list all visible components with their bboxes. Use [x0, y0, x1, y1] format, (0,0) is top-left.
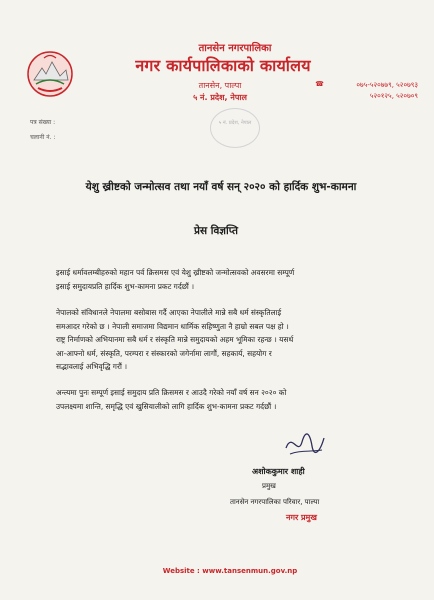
phone-line-1: ०७५-५२०७७९, ५२०७९३ [356, 81, 418, 89]
paragraph-line: सद्भावलाई अभिवृद्धि गरौं । [56, 362, 128, 371]
mayor-stamp-text: नगर प्रमुख [286, 513, 317, 522]
paragraph-1 [56, 266, 386, 293]
signer-name: अशोककुमार शाही [252, 467, 305, 476]
paragraph-line: आ-आफ्नो धर्म, संस्कृति, परम्परा र संस्कारको जगेर्नामा लागौं, सहकार्य, सहयोग र [56, 348, 272, 358]
footer-website: Website : www.tansenmun.gov.np [162, 567, 298, 575]
paragraph-line: राष्ट्र निर्माणको अभियानमा सबै धर्म र संस्कृति मान्ने समुदायको अहम भूमिका रहन्छ । यसर्थ [56, 335, 294, 344]
address-line-2: ५ नं. प्रदेश, नेपाल [193, 93, 247, 102]
paragraph-line: इसाई समुदायप्रति हार्दिक शुभ-कामना प्रकट गर्दछौं । [56, 281, 194, 291]
signer-role: प्रमुख [262, 482, 276, 490]
address-line-1: तानसेन, पाल्पा [198, 81, 242, 90]
phone-numbers [298, 80, 418, 102]
notice-subtitle: प्रेस विज्ञप्ति [194, 225, 238, 237]
paragraph-line: इसाई धर्मावलम्बीहरुको महान पर्व क्रिसमस एवं येशु ख्रीष्टको जन्मोत्सवको अवसरमा सम्पूर्ण [56, 268, 295, 277]
patra-number-label: पत्र संख्या : [30, 119, 56, 126]
office-main-name: नगर कार्यपालिकाको कार्यालय [135, 56, 311, 75]
paragraph-3 [56, 386, 386, 413]
paragraph-line: उपलक्ष्यमा शान्ति, समृद्धि एवं खुसियालीको लागि हार्दिक शुभ-कामना प्रकट गर्दछौं । [56, 401, 277, 411]
paragraph-line: समआदर गरेको छ । नेपाली समाजमा विद्यमान धार्मिक सहिष्णुता नै हाम्रो सबल पक्ष हो । [56, 321, 289, 331]
handwritten-signature [282, 428, 328, 460]
municipality-family: तानसेन नगरपालिका परिवार, पाल्पा [230, 498, 320, 506]
nepal-emblem-icon [26, 50, 74, 98]
stamp-text: ५ नं. प्रदेश, नेपाल [218, 120, 252, 126]
phone-icon: ☎ [315, 80, 324, 88]
chalani-number-label: चलानी नं. : [30, 134, 56, 141]
office-top-name: तानसेन नगरपालिका [198, 43, 272, 54]
notice-title: येशु ख्रीष्टको जन्मोत्सव तथा नयाँ वर्ष सन् २०२० को हार्दिक शुभ-कामना [85, 181, 357, 193]
paragraph-line: नेपालको संविधानले नेपालमा बसोबास गर्दै आएका नेपालीले मान्ने सबै धर्म संस्कृतिलाई [56, 308, 282, 317]
paragraph-line: अन्त्यमा पुनः सम्पूर्ण इसाई समुदाय प्रति क्रिसमस र आउदै गरेको नयाँ वर्ष सन २०२० को [56, 388, 287, 397]
office-stamp [210, 108, 260, 148]
paragraph-2 [56, 306, 386, 374]
phone-line-2: ५२०१२५, ५२०७०९ [369, 92, 418, 100]
